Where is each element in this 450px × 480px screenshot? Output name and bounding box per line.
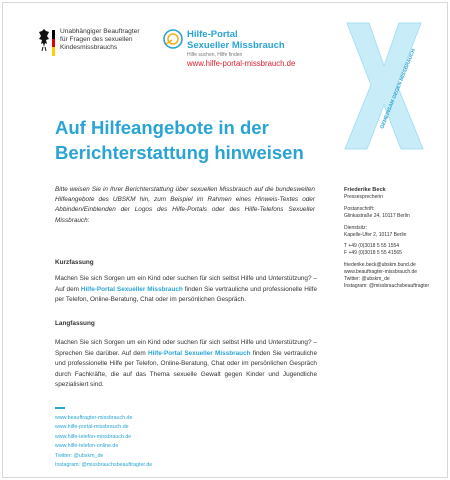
- footer-link[interactable]: www.hilfe-portal-missbrauch.de: [55, 424, 129, 431]
- hilfe-portal-url[interactable]: www.hilfe-portal-missbrauch.de: [187, 59, 296, 68]
- kurzfassung-paragraph: [55, 274, 317, 306]
- ubskm-line: für Fragen des sexuellen: [60, 36, 133, 43]
- contact-sidebar: [344, 187, 444, 290]
- footer-link[interactable]: Instagram: @missbrauchsbeauftragter.de: [55, 462, 153, 469]
- document-page: [2, 2, 448, 478]
- intro-paragraph: Bitte weisen Sie in Ihrer Berichterstattung über sexuellen Missbrauch auf die bundesweiten Hilfeangebote des UBSKM hin, zum Beispiel im Rahmen eines Hinweis-Textes oder Abbinden/Einblenden der Logos des Hilfe-Portals oder des Hilfe-Telefons Sexueller Missbrauch:: [55, 186, 315, 224]
- langfassung-text: finden Sie vertrauliche und professionelle Hilfe per Telefon, Online-Beratung, Chat oder im persönlichen Gespräch durch Fachkräfte, die auf das Thema sexuelle Gewalt gegen Kinder und Jugendliche spezialisiert sind.: [55, 349, 317, 389]
- hilfe-portal-link[interactable]: Hilfe-Portal Sexueller Missbrauch: [148, 349, 251, 357]
- page-title: [55, 115, 325, 165]
- langfassung-paragraph: [55, 338, 317, 391]
- contact-twitter[interactable]: Twitter: @ubskm_de: [344, 276, 390, 283]
- hilfe-portal-title: [187, 30, 285, 51]
- hilfe-portal-title-line: Hilfe-Portal: [187, 29, 238, 40]
- postal-label: Postanschrift:: [344, 205, 375, 212]
- footer-link[interactable]: www.hilfe-telefon-missbrauch.de: [55, 433, 132, 440]
- contact-fax: F +49 (0)3018 5 55 41565: [344, 250, 402, 257]
- page-title-line: Auf Hilfeangebote in der: [55, 117, 269, 138]
- ubskm-line: Unabhängiger Beauftragter: [60, 28, 140, 35]
- ubskm-name: [60, 28, 140, 52]
- contact-web[interactable]: www.beauftragter-missbrauch.de: [344, 269, 418, 276]
- kurzfassung-heading: Kurzfassung: [55, 259, 94, 266]
- office-label: Dienstsitz:: [344, 224, 368, 231]
- hilfe-portal-icon: [163, 29, 183, 49]
- federal-eagle-icon: [38, 28, 50, 52]
- german-flag-stripe: [52, 30, 55, 56]
- office-address: Kapelle-Ufer 2, 10117 Berlin: [344, 231, 407, 238]
- ubskm-line: Kindesmissbrauchs: [60, 44, 118, 51]
- hilfe-portal-tagline: Hilfe suchen, Hilfe finden: [187, 52, 243, 58]
- footer-link[interactable]: www.hilfe-telefon-online.de: [55, 443, 119, 450]
- footer-links: [55, 414, 152, 470]
- kurzfassung-text: Machen Sie sich Sorgen um ein Kind oder suchen für sich selbst Hilfe und Unterstützung? – Auf dem: [55, 275, 317, 293]
- hilfe-portal-link[interactable]: Hilfe-Portal Sexueller Missbrauch: [80, 285, 183, 293]
- footer-divider: [55, 407, 65, 409]
- footer-link[interactable]: Twitter: @ubskm_de: [55, 452, 104, 459]
- kurzfassung-text: finden Sie vertrauliche und professionelle Hilfe per Telefon, Online-Beratung, Chat oder im persönlichen Gespräch.: [55, 285, 318, 304]
- page-title-line: Berichterstattung hinweisen: [55, 142, 304, 163]
- contact-email[interactable]: friederike.beck@ubskm.bund.de: [344, 262, 416, 269]
- contact-phone: T +49 (0)3018 5 55 1554: [344, 243, 400, 250]
- postal-address: Glinkastraße 24, 10117 Berlin: [344, 212, 410, 219]
- contact-instagram[interactable]: Instagram: @missbrauchsbeauftragter: [344, 282, 430, 289]
- x-logo-text: GEMEINSAM GEGEN MISSBRAUCH: [379, 48, 417, 130]
- contact-role: Pressesprecherin: [344, 193, 383, 200]
- footer-link[interactable]: www.beauftragter-missbrauch.de: [55, 415, 133, 421]
- langfassung-heading: Langfassung: [55, 320, 95, 327]
- contact-name: Friederike Beck: [344, 187, 386, 193]
- x-campaign-logo: [339, 21, 429, 151]
- hilfe-portal-title-line: Sexueller Missbrauch: [187, 39, 285, 51]
- hilfe-portal-logo: [163, 27, 323, 71]
- langfassung-text: Machen Sie sich Sorgen um ein Kind oder suchen für sich selbst Hilfe und Unterstützung? – Sprechen Sie darüber. Auf dem: [55, 339, 317, 357]
